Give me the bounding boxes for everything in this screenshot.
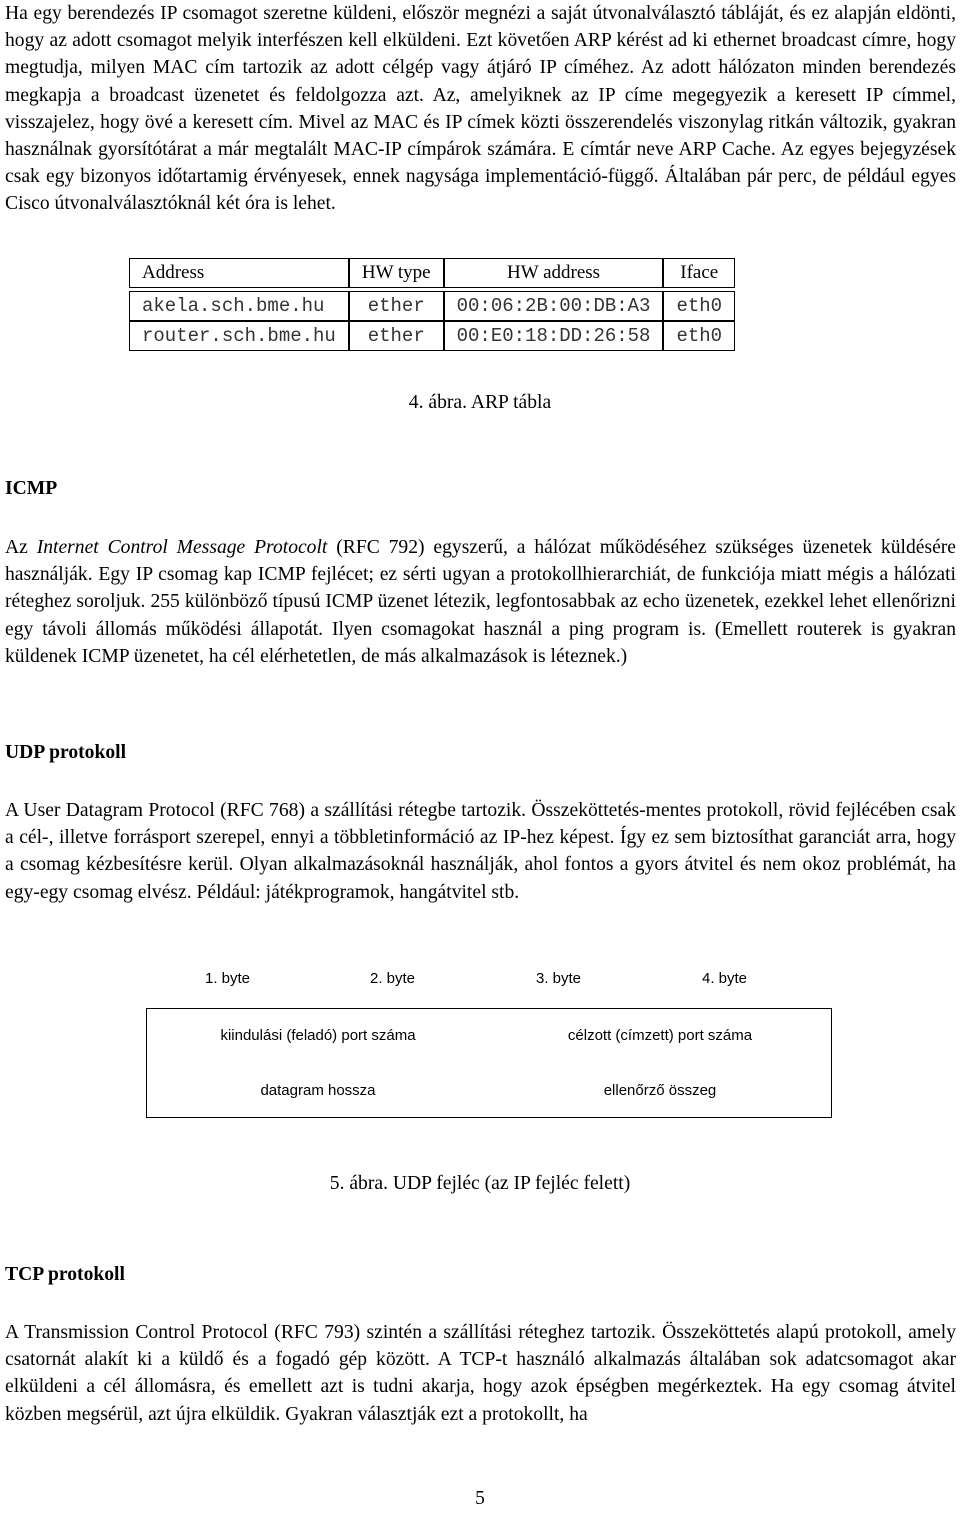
arp-cell-iface: eth0 — [663, 321, 735, 351]
page-number: 5 — [475, 1488, 485, 1509]
byte-label-2: 2. byte — [370, 970, 416, 987]
checksum-field: ellenőrző összeg — [603, 1082, 717, 1099]
arp-table-header-row — [129, 258, 735, 288]
arp-header-hw-address: HW address — [444, 258, 664, 288]
table-row — [129, 321, 735, 351]
byte-label-4: 4. byte — [702, 970, 748, 987]
udp-heading: UDP protokoll — [5, 742, 127, 763]
icmp-heading: ICMP — [5, 478, 58, 499]
arp-cell-hw-type: ether — [349, 321, 444, 351]
arp-cell-hw-address: 00:E0:18:DD:26:58 — [444, 321, 664, 351]
udp-header-diagram — [145, 965, 835, 1125]
arp-cell-hw-address: 00:06:2B:00:DB:A3 — [444, 291, 664, 321]
udp-header-box — [146, 1008, 832, 1118]
destination-port-field: célzott (címzett) port száma — [567, 1027, 753, 1044]
byte-label-3: 3. byte — [536, 970, 582, 987]
icmp-text-before: Az — [5, 537, 37, 558]
tcp-heading: TCP protokoll — [5, 1264, 125, 1285]
icmp-protocol-name: Internet Control Message Protocolt — [36, 537, 328, 558]
arp-intro-paragraph: Ha egy berendezés IP csomagot szeretne küldeni, először megnézi a saját útvonalválasztó tábláját, és ez alapján eldönti, hogy az adott csomagot melyik interfészen kell elküldeni. Ezt követően ARP kérést ad ki ethernet broadcast címre, hogy megtudja, milyen MAC cím tartozik az adott célgép vagy átjáró IP címéhez. Az adott hálózaton minden berendezés megkapja a broadcast üzenetet és feldolgozza azt. Az, amelyiknek az IP címe megegyezik a keresett IP címmel, visszajelez, hogy övé a keresett cím. Mivel az MAC és IP címek közti összerendelés viszonylag ritkán változik, gyakran használnak gyorsítótárat a már megtalált MAC-IP címpárok számára. E címtár neve ARP Cache. Az egyes bejegyzések csak egy bizonyos időtartamig érvényesek, ennek nagysága implementáció-függő. Általában pár perc, de például egyes Cisco útvonalválasztóknál két óra is lehet. — [5, 3, 956, 215]
arp-cell-iface: eth0 — [663, 291, 735, 321]
figure-4-caption: 4. ábra. ARP tábla — [408, 392, 552, 413]
arp-header-address: Address — [129, 258, 349, 288]
icmp-paragraph — [5, 534, 956, 670]
arp-header-iface: Iface — [663, 258, 735, 288]
source-port-field: kiindulási (feladó) port száma — [220, 1027, 416, 1044]
arp-cell-hw-type: ether — [349, 291, 444, 321]
arp-header-hw-type: HW type — [349, 258, 444, 288]
tcp-paragraph: A Transmission Control Protocol (RFC 793) szintén a szállítási réteghez tartozik. Összeköttetés alapú protokoll, amely csatornát alakít ki a küldő és a fogadó gép között. A TCP-t használó alkalmazás általában sok adatcsomagot akar elküldeni a cél állomásra, és emellett azt is tudni akarja, hogy azok épségben megérkeztek. Ha egy csomag átvitel közben megsérül, azt újra elküldik. Gyakran választják ezt a protokollt, ha — [5, 1322, 956, 1425]
datagram-length-field: datagram hossza — [260, 1082, 376, 1099]
table-row — [129, 291, 735, 321]
arp-cell-address: router.sch.bme.hu — [129, 321, 349, 351]
figure-5-caption: 5. ábra. UDP fejléc (az IP fejléc felett) — [329, 1173, 631, 1194]
arp-table — [129, 258, 735, 351]
udp-paragraph: A User Datagram Protocol (RFC 768) a szállítási rétegbe tartozik. Összeköttetés-mentes protokoll, rövid fejlécében csak a cél-, illetve forrásport szerepel, ennyi a többletinformáció az IP-hez képest. Így ez sem biztosíthat garanciát arra, hogy a csomag kézbesítésre kerül. Olyan alkalmazásoknál használják, ahol fontos a gyors átvitel és nem okoz problémát, ha egy-egy csomag elvész. Például: játékprogramok, hangátvitel stb. — [5, 800, 956, 903]
arp-cell-address: akela.sch.bme.hu — [129, 291, 349, 321]
byte-label-1: 1. byte — [205, 970, 251, 987]
icmp-text-after: (RFC 792) egyszerű, a hálózat működéséhez szükséges üzenetek küldésére használják. Egy IP csomag kap ICMP fejlécet; ez sérti ugyan a protokollhierarchiát, de funkciója miatt mégis a hálózati réteghez soroljuk. 255 különböző típusú ICMP üzenet létezik, legfontosabbak az echo üzenetek, ezekkel lehet ellenőrizni egy távoli állomás működési állapotát. Ilyen csomagokat használ a ping program is. (Emellett routerek is gyakran küldenek ICMP üzenetet, ha cél elérhetetlen, de más alkalmazások is léteznek.) — [5, 537, 956, 667]
